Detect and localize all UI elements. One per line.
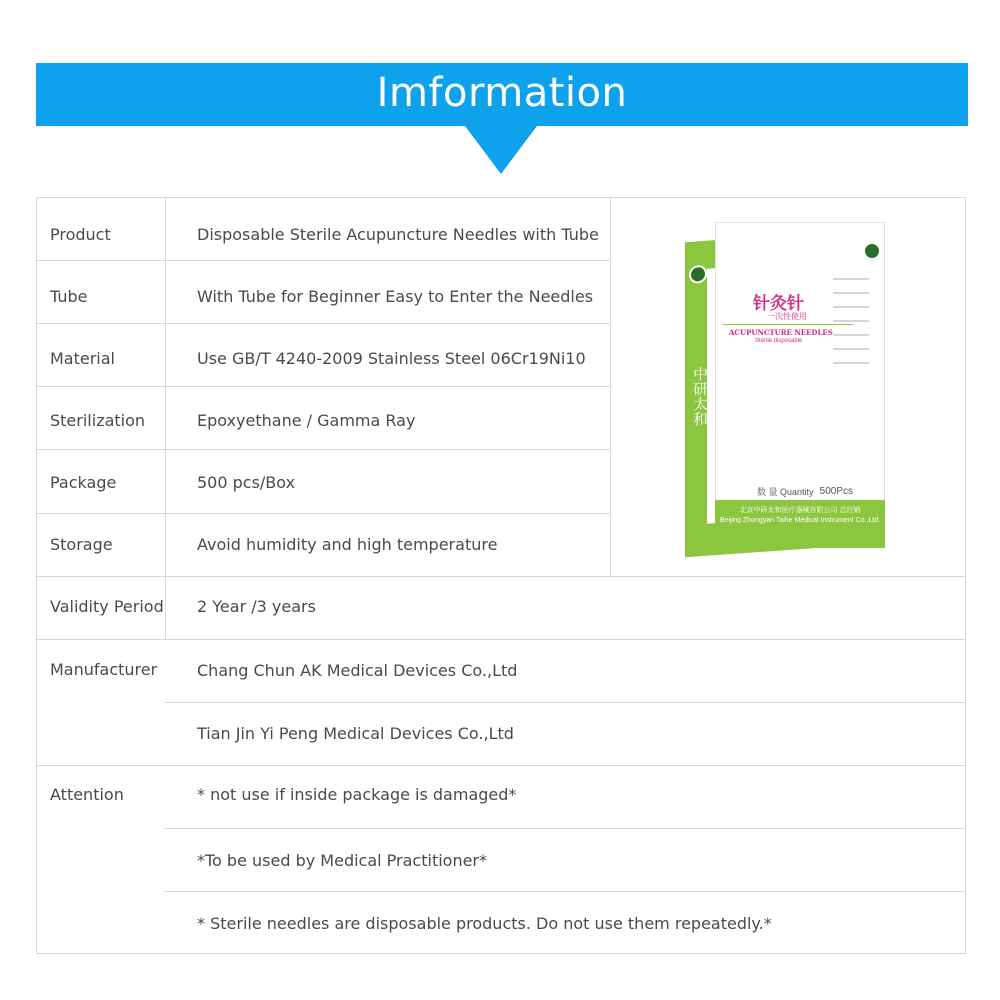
row-divider [37, 323, 610, 324]
box-company-cn: 北京中研太和医疗器械有限公司 总经销 [739, 507, 861, 514]
row-label-attention: Attention [50, 785, 124, 804]
box-company-name [717, 506, 883, 526]
row-label-material: Material [50, 349, 115, 368]
box-quantity-strip [723, 485, 857, 499]
row-value-storage: Avoid humidity and high temperature [197, 535, 498, 554]
row-value-material: Use GB/T 4240-2009 Stainless Steel 06Cr19Ni10 [197, 349, 586, 368]
row-label-manufacturer: Manufacturer [50, 660, 158, 679]
banner-arrow-pointer [465, 126, 537, 174]
box-brand-subtitle: 一次性使用 [767, 312, 807, 321]
box-divider-line [723, 324, 853, 325]
row-value-validity-period: 2 Year /3 years [197, 597, 316, 616]
row-value-attention-2: *To be used by Medical Practitioner* [197, 851, 488, 870]
row-divider [37, 260, 610, 261]
header-banner [36, 63, 968, 126]
row-label-validity-period: Validity Period [50, 597, 164, 616]
row-value-attention-3: * Sterile needles are disposable products. Do not use them repeatedly.* [197, 914, 772, 933]
column-divider [165, 198, 166, 639]
box-fine-print [833, 278, 869, 376]
row-value-attention-1: * not use if inside package is damaged* [197, 785, 517, 804]
row-value-manufacturer-1: Chang Chun AK Medical Devices Co.,Ltd [197, 661, 518, 680]
row-divider [165, 891, 965, 892]
box-side-brand-text: 中研太和 [691, 365, 708, 427]
information-table [36, 197, 966, 954]
product-box-image [683, 217, 953, 557]
box-quantity-label: 数 量 Quantity [757, 487, 814, 497]
column-divider [610, 198, 611, 576]
row-divider [37, 513, 610, 514]
row-label-sterilization: Sterilization [50, 411, 146, 430]
row-divider [37, 639, 965, 640]
box-english-subtitle: Sterile disposable [755, 338, 803, 344]
row-divider [165, 702, 965, 703]
row-value-tube: With Tube for Beginner Easy to Enter the Needles [197, 287, 594, 306]
row-value-package: 500 pcs/Box [197, 473, 296, 492]
row-label-product: Product [50, 225, 111, 244]
row-label-tube: Tube [50, 287, 88, 306]
brand-logo-icon [689, 265, 707, 284]
row-divider [37, 765, 965, 766]
box-brand-name: 针灸针 [753, 294, 804, 314]
row-divider [37, 449, 610, 450]
brand-logo-icon [863, 242, 881, 260]
row-value-manufacturer-2: Tian Jin Yi Peng Medical Devices Co.,Ltd [197, 724, 514, 743]
box-quantity-value: 500Pcs [819, 486, 853, 497]
row-label-storage: Storage [50, 535, 113, 554]
row-divider [165, 828, 965, 829]
box-english-title: ACUPUNCTURE NEEDLES [729, 328, 833, 337]
row-value-product: Disposable Sterile Acupuncture Needles with Tube [197, 225, 599, 244]
box-company-en: Beijing Zhongyan Taihe Medical Instrument Co.,Ltd. [719, 517, 881, 524]
page-title: Imformation [376, 70, 628, 116]
row-label-package: Package [50, 473, 117, 492]
row-divider [37, 386, 610, 387]
row-divider [37, 576, 965, 577]
box-bottom-band [715, 500, 885, 548]
row-value-sterilization: Epoxyethane / Gamma Ray [197, 411, 416, 430]
